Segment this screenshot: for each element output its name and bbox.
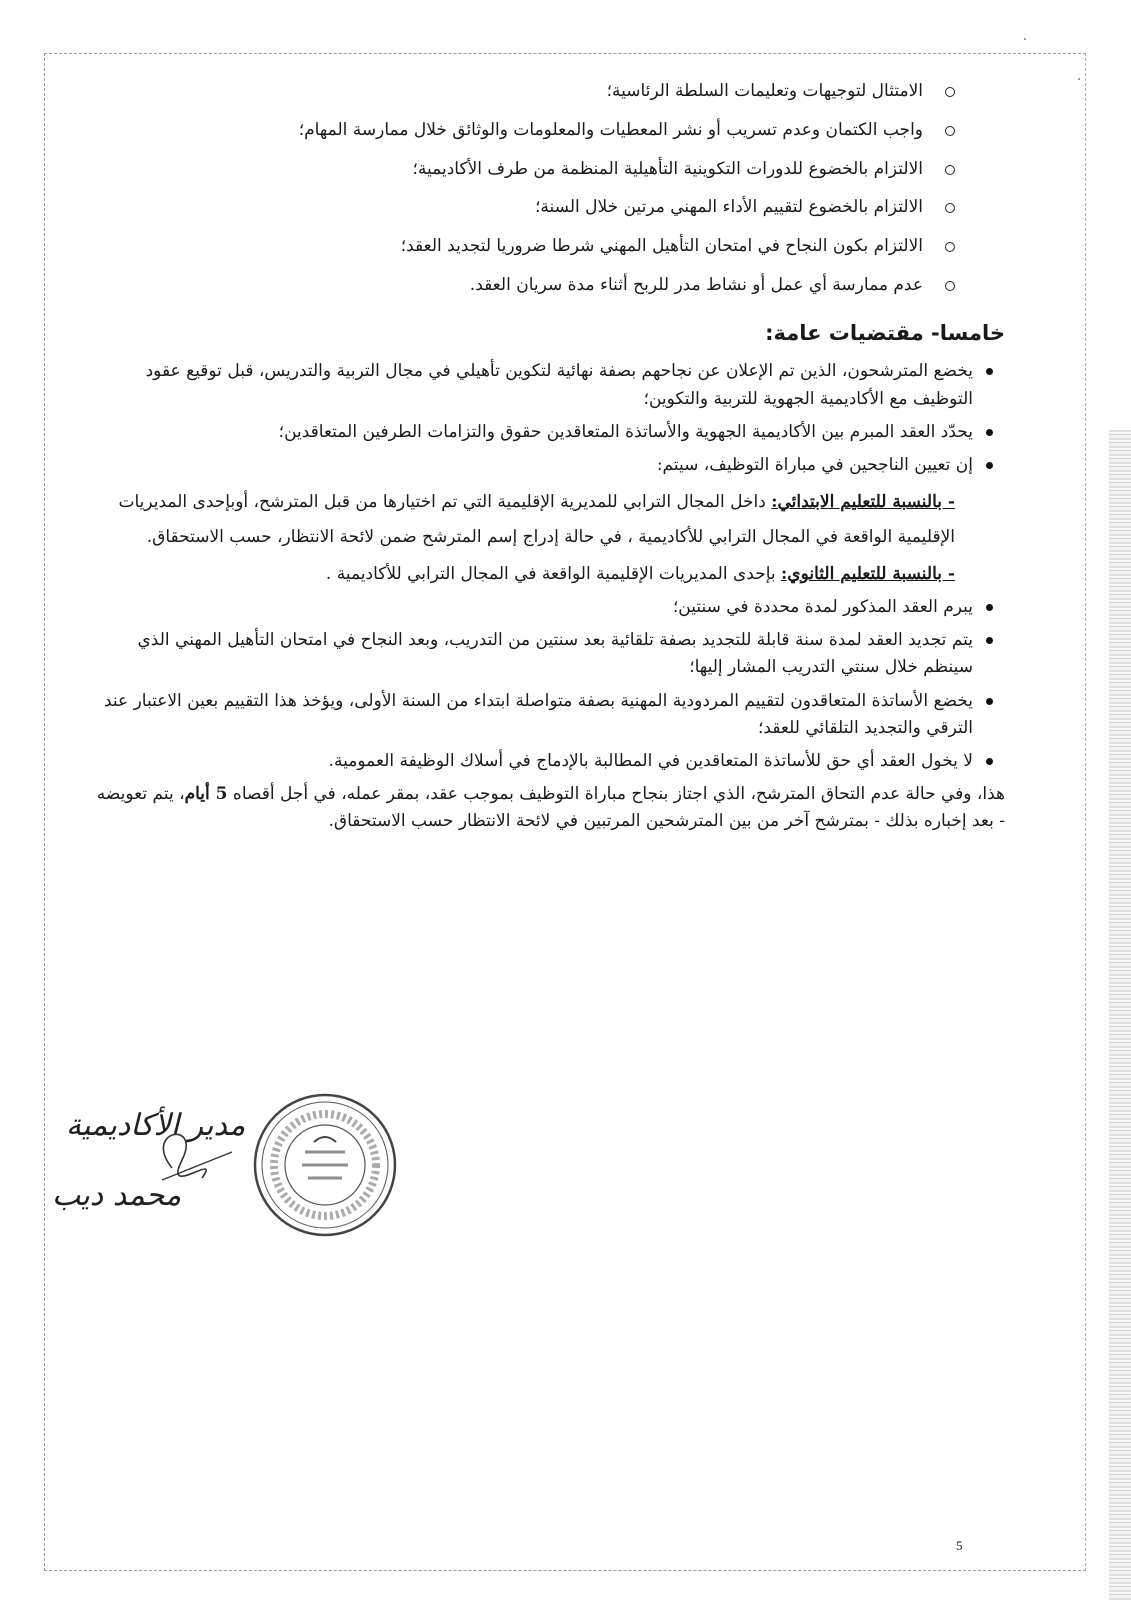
dot-bullet-icon <box>986 604 993 611</box>
circle-bullet-icon <box>945 242 955 252</box>
circle-bullet-icon <box>945 203 955 213</box>
dot-bullet-icon <box>986 462 993 469</box>
list-item: الالتزام بالخضوع لتقييم الأداء المهني مرتين خلال السنة؛ <box>95 194 1003 233</box>
page-number: 5 <box>956 1538 963 1553</box>
list-item: الالتزام بالخضوع للدورات التكوينية التأهيلية المنظمة من طرف الأكاديمية؛ <box>95 156 1003 195</box>
paragraph-evaluation: يخضع الأساتذة المتعاقدون لتقييم المردودية المهنية بصفة متواصلة ابتداء من السنة الأولى، ويؤخذ هذا التقييم بعين الاعتبار عند الترقي والتجديد التلقائي للعقد؛ <box>95 688 995 742</box>
paragraph-appointment: إن تعيين الناجحين في مباراة التوظيف، سيتم: <box>95 452 995 479</box>
deadline-days: 5 أيام <box>184 784 228 805</box>
paragraph-training: يخضع المترشحون، الذين تم الإعلان عن نجاحهم بصفة نهائية لتكوين تأهيلي في مجال التربية والتدريس، قبل توقيع عقود التوظيف مع الأكاديمية الجهوية للتربية والتكوين؛ <box>95 358 995 412</box>
dot-bullet-icon <box>986 429 993 436</box>
circle-bullet-icon <box>945 165 955 175</box>
secondary-label: - بالنسبة للتعليم الثانوي: <box>781 563 955 584</box>
list-item: واجب الكتمان وعدم تسريب أو نشر المعطيات والمعلومات والوثائق خلال ممارسة المهام؛ <box>95 117 1003 156</box>
document-body <box>95 78 1005 836</box>
paragraph-closing: هذا، وفي حالة عدم التحاق المترشح، الذي اجتاز بنجاح مباراة التوظيف بموجب عقد، بمقر عمله، في أجل أقصاه 5 أيام، يتم تعويضه - بعد إخباره بذلك - بمترشح آخر من بين المترشحين المرتبين في لائحة الانتظار حسب الاستحقاق. <box>96 784 1005 832</box>
list-item: الالتزام بكون النجاح في امتحان التأهيل المهني شرطا ضروريا لتجديد العقد؛ <box>95 233 1003 272</box>
circle-bullet-icon <box>945 126 955 136</box>
paragraph-contract-rights: يحدّد العقد المبرم بين الأكاديمية الجهوية والأساتذة المتعاقدين حقوق والتزامات الطرفين المتعاقدين؛ <box>95 419 995 446</box>
dot-bullet-icon <box>986 758 993 765</box>
paragraph-no-integration: لا يخول العقد أي حق للأساتذة المتعاقدين في المطالبة بالإدماج في أسلاك الوظيفة العمومية. <box>95 748 995 775</box>
official-stamp-icon <box>250 1090 400 1240</box>
primary-label: - بالنسبة للتعليم الابتدائي: <box>771 492 955 513</box>
paragraph-secondary: - بالنسبة للتعليم الثانوي: بإحدى المديريات الإقليمية الواقعة في المجال الترابي للأكاديمية . <box>325 563 955 584</box>
scan-speck <box>1024 38 1026 40</box>
paragraph-renewal: يتم تجديد العقد لمدة سنة قابلة للتجديد بصفة تلقائية بعد سنتين من التدريب، وبعد النجاح في امتحان التأهيل المهني الذي سينظم خلال سنتي التدريب المشار إليها؛ <box>95 627 995 681</box>
paragraph-primary: - بالنسبة للتعليم الابتدائي: داخل المجال الترابي للمديرية الإقليمية التي تم اختيارها من قبل المترشح، أوبإحدى المديريات الإقليمية الواقعة في المجال الترابي للأكاديمية ، في حالة إدراج إسم المترشح ضمن لائحة الانتظار، حسب الاستحقاق. <box>118 492 955 547</box>
list-item: عدم ممارسة أي عمل أو نشاط مدر للربح أثناء مدة سريان العقد. <box>95 272 1003 311</box>
list-item: الامتثال لتوجيهات وتعليمات السلطة الرئاسية؛ <box>95 78 1003 117</box>
paragraph-duration: يبرم العقد المذكور لمدة محددة في سنتين؛ <box>95 594 995 621</box>
obligations-list <box>95 78 995 311</box>
signature-title: مدير الأكاديمية <box>66 1108 246 1143</box>
circle-bullet-icon <box>945 87 955 97</box>
circle-bullet-icon <box>945 281 955 291</box>
dot-bullet-icon <box>986 637 993 644</box>
dot-bullet-icon <box>986 698 993 705</box>
scan-speck <box>1078 78 1080 80</box>
signature-name: محمد ديب <box>52 1178 182 1213</box>
scan-edge-strip <box>1109 430 1131 1600</box>
dot-bullet-icon <box>986 368 993 375</box>
signature-block <box>52 1090 432 1230</box>
section-title: خامسا- مقتضيات عامة: <box>765 320 1005 345</box>
